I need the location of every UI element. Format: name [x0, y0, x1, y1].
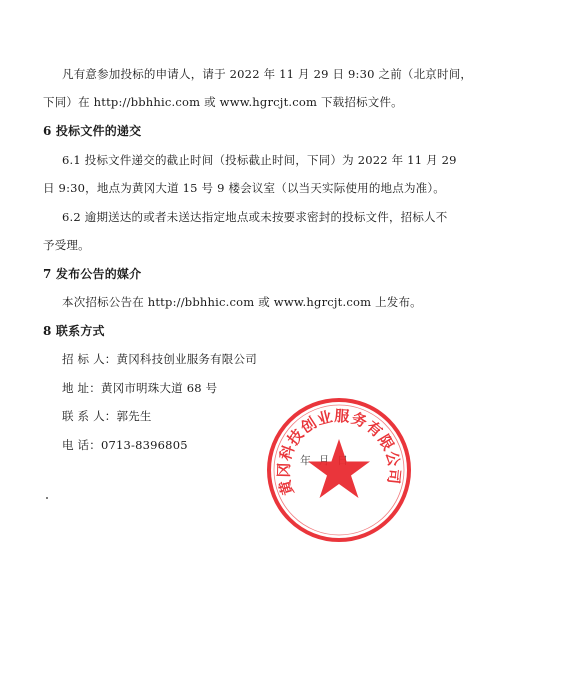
seal-star-icon: [308, 439, 370, 498]
contact-address: 地 址：黄冈市明珠大道 68 号: [62, 381, 218, 395]
section-7-text: 本次招标公告在 http://bbhhic.com 或 www.hgrcjt.com 上发布。: [62, 295, 422, 309]
seal-arc-text: 黄冈科技创业服务有限公司: [274, 406, 404, 498]
contact-phone: 电 话：0713-8396805: [62, 438, 188, 452]
section-6-2-line-2: 予受理。: [43, 238, 90, 252]
contact-tenderer: 招 标 人：黄冈科技创业服务有限公司: [62, 352, 257, 366]
contact-person: 联 系 人：郭先生: [62, 409, 152, 423]
section-8-title: 8 联系方式: [43, 324, 105, 338]
intro-line-2: 下同）在 http://bbhhic.com 或 www.hgrcjt.com 下载招标文件。: [43, 95, 403, 109]
company-seal-stamp: [264, 395, 414, 545]
section-7-title: 7 发布公告的媒介: [43, 267, 142, 281]
section-6-title: 6 投标文件的递交: [43, 124, 142, 138]
scan-speck: [46, 497, 48, 499]
section-6-2-line-1: 6.2 逾期送达的或者未送达指定地点或未按要求密封的投标文件，招标人不: [62, 210, 448, 224]
section-6-1-line-2: 日 9:30，地点为黄冈大道 15 号 9 楼会议室（以当天实际使用的地点为准）。: [43, 181, 445, 195]
intro-line-1: 凡有意参加投标的申请人，请于 2022 年 11 月 29 日 9:30 之前（北京时间，: [62, 67, 473, 81]
seal-date-text: 年 月 日: [300, 454, 350, 467]
section-6-1-line-1: 6.1 投标文件递交的截止时间（投标截止时间，下同）为 2022 年 11 月 29: [62, 153, 457, 167]
